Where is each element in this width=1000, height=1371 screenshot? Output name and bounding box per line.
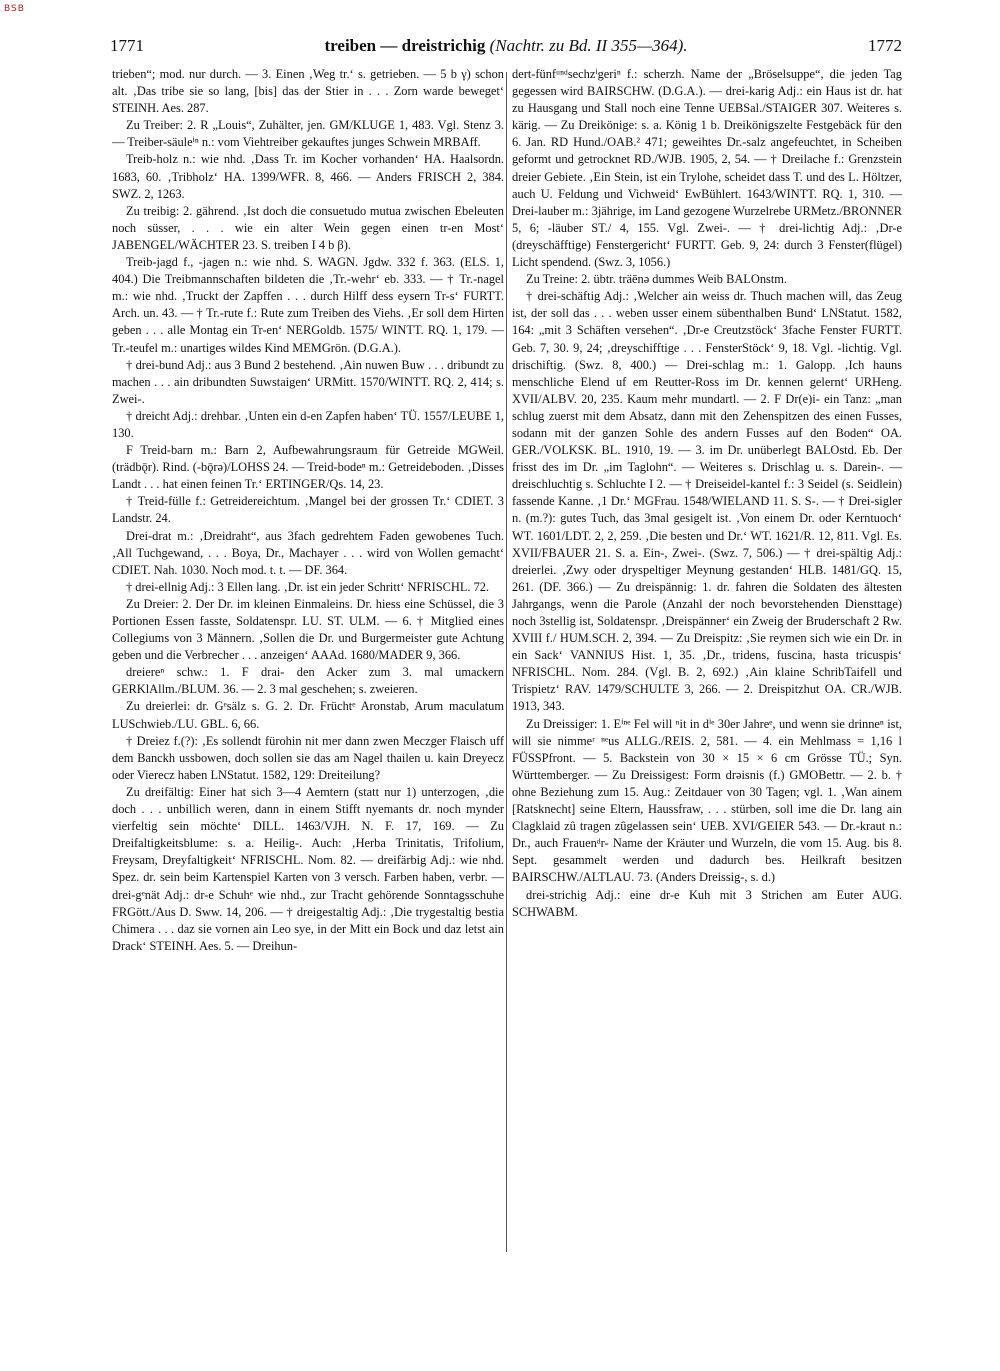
entry-paragraph: Zu Treine: 2. übtr. träēnə dummes Weib BALOnstm. [526, 272, 788, 287]
entry-paragraph: † Dreiez f.(?): ‚Es sollendt fürohin nit mer dann zwen Meczger Flaisch uff dem Banckh ussbowen, doch sollen sie das am Nagel thailen u. kain Dreyecz oder Viereсz haben LNStatut. 1582, 129: Dreiteilung? [112, 733, 504, 782]
page-number-left: 1771 [110, 36, 144, 55]
entry-paragraph: Zu Dreissiger: 1. Eⁱⁿᵉ Fel will ⁿit in dⁱᵉ 30er Jahreᵉ, und wenn sie drinneⁿ ist, will sie nimmeʳ ⁿᵉus ALLG./REIS. 2, 581. — 4. ein Mehlmass = 1,16 l FÜSSPfront. — 5. Backstein von 30 × 15 × 6 cm Grösse TÜ.; Syn. Württemberger. — Zu Dreissigest: Form drəisnis (f.) GMOBettr. — 2. b. † ohne Beziehung zum 15. Aug.: Zeitdauer von 30 Tagen; vgl. 1. ‚Wan ainem [Ratsknecht] seine Eltern, Haussfraw, . . . stürben, soll ime die Dr. lang ain Clagklaid zû tragen zûgelassen sein‘ UEB. XVI/GEIER 543. — Dr.-kraut n.: Dr., auch Frauenᵈr- Name der Kräuter und Wurzeln, die vom 15. Aug. bis 8. Sept. gesammelt werden und dadurch bes. Heilkraft besitzen BAIRSCHW./ALTLAU. 73. (Anders Dreissig-, s. d.) [512, 716, 902, 885]
entry-paragraph: dert-fünfᵘⁿᵈsechzⁱgeriⁿ f.: scherzh. Name der „Bröselsuppe“, die jeden Tag gegessen wird BAIRSCHW. (D.G.A.). — drei-karig Adj.: ein Haus ist dr. hat zu Hausgang und Stall noch eine Tenne UEBSal./STAIGER 307. Weiteres s. kärig. — Zu Dreikönige: s. a. König 1 b. Dreikönigszelte Festgebäck für den 6. Jan. RD Hund./OAB.² 471; geweihtes Dr.-salz angefeuchtet, in Scheiben geformt und getrocknet RD./WJB. 1905, 2, 54. — † Dreilache f.: Grenzstein dreier Gebiete. ‚Ein Stein, ist ein Trylohe, scheidet dass T. und des L. Höltzer, auch U. Feldung und Vichweid‘ EwBühlert. 1643/WINTT. RQ. 1, 310. — Drei-lauber m.: 3jährige, im Land gezogene Wurzelrebe URMetz./BRONNER 5, 6; -läuber ST./ 4, 155. Vgl. Zwei-. — † drei-lichtig Adj.: ‚Dr-e (dreyschäfftige) Fenstergericht‘ FURTT. Geb. 9, 24: durch 3 Fenster(flügel) Licht spendend. (Swz. 3, 1056.) [512, 67, 902, 270]
entry-paragraph: Zu dreifältig: Einer hat sich 3—4 Aemtern (statt nur 1) unterzogen, ‚die doch . . . unbillich weren, dann in einem Stifft nyemants dr. noch mynder vierfeltig sein möchte‘ DILL. 1463/VJH. N. F. 17, 169. — Zu Dreifaltigkeitsblume: s. a. Heilig-. Auch: ‚Herba Trinitatis, Trifolium, Freysam, Dreyfaltigkeit‘ NFRISCHL. Nom. 82. — dreifärbig Adj.: wie nhd. Spez. dr. sein beim Kartenspiel Karten von 3 versch. Farben haben, verbr. — drei-gᵉnät Adj.: dr-e Schuhᵉ wie nhd., zur Tracht gehörende Sonntagsschuhe FRGött./Aus D. Sww. 14, 206. — † dreigestaltig Adj.: ‚Die trygestaltig bestia Chimera . . . daz sie vornen ain Leo sye, in der Mitt ein Bock und daz letst ain Drack‘ STEINH. Aes. 5. — Dreihun- [112, 784, 504, 953]
column-divider [506, 72, 507, 1252]
entry-paragraph: † drei-bund Adj.: aus 3 Bund 2 bestehend. ‚Ain nuwen Buw . . . dribundt zu machen . . . ain dribundten Suwstaigen‘ URMitt. 1570/WINTT. RQ. 2, 414; s. Zwei-. [112, 357, 504, 406]
right-column [512, 66, 902, 921]
entry-paragraph: drei-strichig Adj.: eine dr-e Kuh mit 3 Strichen am Euter AUG. SCHWABM. [512, 887, 902, 919]
headword-range: treiben — dreistrichig [324, 36, 486, 55]
entry-paragraph: † drei-ellnig Adj.: 3 Ellen lang. ‚Dr. ist ein jeder Schritt‘ NFRISCHL. 72. [126, 579, 490, 594]
entry-paragraph: Zu Treiber: 2. R „Louis“, Zuhälter, jen. GM/KLUGE 1, 483. Vgl. Stenz 3. — Treiber-säuleⁱⁿ n.: vom Viehtreiber gekauftes junges Schwein MRBAff. [112, 118, 504, 150]
page-number-right: 1772 [868, 36, 902, 55]
entry-paragraph: dreiereⁿ schw.: 1. F drai- den Acker zum 3. mal umackern GERKlAllm./BLUM. 36. — 2. 3 mal geschehen; s. zweieren. [112, 665, 504, 697]
library-mark: BSB [4, 4, 25, 14]
entry-paragraph: † dreicht Adj.: drehbar. ‚Unten ein d-en Zapfen haben‘ TÜ. 1557/LEUBE 1, 130. [112, 408, 504, 440]
entry-paragraph: Treib-holz n.: wie nhd. ‚Dass Tr. im Kocher vorhanden‘ HA. Haalsordn. 1683, 60. ‚Tribholz‘ HA. 1399/WFR. 8, 466. — Anders FRISCH 2, 384. SWZ. 2, 1263. [112, 152, 504, 201]
entry-paragraph: Treib-jagd f., -jagen n.: wie nhd. S. WAGN. Jgdw. 332 f. 363. (ELS. 1, 404.) Die Treibmannschaften bildeten die ‚Tr.-wehr‘ eb. 333. — † Tr.-nagel m.: wie nhd. ‚Truckt der Zapffen . . . durch Hilff dess eysern Tr-s‘ FURTT. Arch. un. 43. — † Tr.-rute f.: Rute zum Treiben des Viehs. ‚Er soll dem Hirten geben . . . alle Montag ein Tr-en‘ NERGoldb. 1575/ WINTT. RQ. 1, 179. — Tr.-teufel m.: unartiges wildes Kind MEMGrön. (D.G.A.). [112, 255, 504, 355]
running-header [110, 36, 902, 60]
entry-paragraph: † drei-schäftig Adj.: ‚Welcher ain weiss dr. Thuch machen will, das Zeug ist, der soll das . . . weben usser einem sübenthalben Bund‘ LNStatut. 1582, 164: „mit 3 Schäften versehen“. ‚Dr-e Creutzstöck‘ 3fache Fenster FURTT. Geb. 7, 30. 9, 24; ‚dreyschifftige . . . FensterStöck‘ 9, 18. Vgl. -lichtig. Vgl. drischiftig. (Swz. 8, 400.) — Drei-schlag m.: 1. Galopp. ‚Ich hauns menschliche Elend uf em Reutter-Ross im Dr. kennen gelernt‘ URHeng. XVII/ALBV. 20, 235. Kaum mehr mundartl. — 2. F Dr(e)i- ein Tanz: „man schlug zuerst mit dem Absatz, dann mit den Zehenspitzen des einen Fusses, sodann mit der ganzen Sohle des andern Fusses auf den Boden“ OA. GER./VOLKSK. BL. 1910, 19. — 3. im Dr. unüberlegt BALOstd. Eb. Der frisst des im Dr. „im Taglohn“. — Weiteres s. Drischlag u. s. Darein-. — dreischluchtig s. Schluchte I 2. — † Dreiseidel-kantel f.: 3 Seidel (s. Seidlein) fassende Kanne. ‚1 Dr.‘ MGFrau. 1548/WIELAND 11. S. S-. — † Drei-sigler n. (m.?): gutes Tuch, das 3mal gesigelt ist. ‚Von einem Dr. oder Kerntuoch‘ WT. 1601/LDT. 2, 2, 259. ‚Die besten und Dr.‘ WT. 1621/R. 12, 811. Vgl. Es. XVII/FBAUER 21. S. a. Ein-, Zwei-. (Swz. 7, 506.) — † drei-spältig Adj.: dreierlei. ‚Zwy oder dryspeltiger Meynung gestanden‘ HLB. 1481/GQ. 15, 261. (DF. 366.) — Zu dreispännig: 1. dr. fahren die Soldaten des ältesten Jahrgangs, wenn die Parole (Anzahl der noch bevorstehenden Diensttage) noch 3stellig ist, Soldatenspr. ‚Dreispänner‘ ein Zweig der Bruderschaft 2 Rw. XVIII f./ HUM.SCH. 2, 394. — Zu Dreispitz: ‚Sie reymen sich wie ein Dr. in ein Sack‘ VANNIUS Hist. 1, 35. ‚Dr., tridens, fuscina, hasta tricuspis‘ NFRISCHL. Nom. 284. (Vgl. B. 2, 692.) ‚Ain klaine SchribTaifell und Trispietz‘ RAV. 1479/SCHULTE 3, 266. — 2. Dreispitzhut OA. CR./WJB. 1913, 343. [512, 289, 902, 714]
entry-paragraph: Zu Dreier: 2. Der Dr. im kleinen Einmaleins. Dr. hiess eine Schüssel, die 3 Portionen Essen fasste, Soldatenspr. LU. ST. ULM. — 6. † Mitglied eines Collegiums von 3 Männern. ‚Sollen die Dr. und Burgermeister gute Achtung geben und die Verbrecher . . . anzeigen‘ AAAd. 1680/MADER 9, 366. [112, 596, 504, 663]
entry-paragraph: trieben“; mod. nur durch. — 3. Einen ‚Weg tr.‘ s. getrieben. — 5 b γ) schon alt. ‚Das tribe sie so lang, [bis] das der Stier in . . . Zorn warde beweget‘ STEINH. Aes. 287. [112, 67, 504, 116]
entry-paragraph: F Treid-barn m.: Barn 2, Aufbewahrungsraum für Getreide MGWeil. (trädbǭr). Rind. (-bǭrə)/LOHSS 24. — Treid-bodeⁿ m.: Getreideboden. ‚Disses Landt . . . hat einen feinen Tr.‘ ERTINGER/Qs. 14, 23. [112, 443, 504, 492]
running-title [110, 36, 902, 56]
entry-paragraph: † Treid-fülle f.: Getreidereichtum. ‚Mangel bei der grossen Tr.‘ CDIET. 3 Landstr. 24. [112, 494, 504, 526]
supplement-note: (Nachtr. zu Bd. II 355—364). [489, 36, 688, 55]
entry-paragraph: Zu treibig: 2. gährend. ‚Ist doch die consuetudo mutua zwischen Ebeleuten noch süsser, . . . wie ein alter Wein gegen einen tr-en Most‘ JABENGEL/WÄCHTER 23. S. treiben I 4 b β). [112, 203, 504, 252]
entry-paragraph: Drei-drat m.: ‚Dreidraht“, aus 3fach gedrehtem Faden gewobenes Tuch. ‚All Tuchgewand, . . . Boya, Dr., Machayer . . . wird von Wollen gemacht‘ CDIET. Nah. 1030. Noch mod. t. t. — DF. 364. [112, 528, 504, 577]
entry-paragraph: Zu dreierlei: dr. Gᵉsälz s. G. 2. Dr. Früchtᵉ Aronstab, Arum maculatum LUSchwieb./LU. GBL. 6, 66. [112, 699, 504, 731]
left-column [112, 66, 504, 955]
